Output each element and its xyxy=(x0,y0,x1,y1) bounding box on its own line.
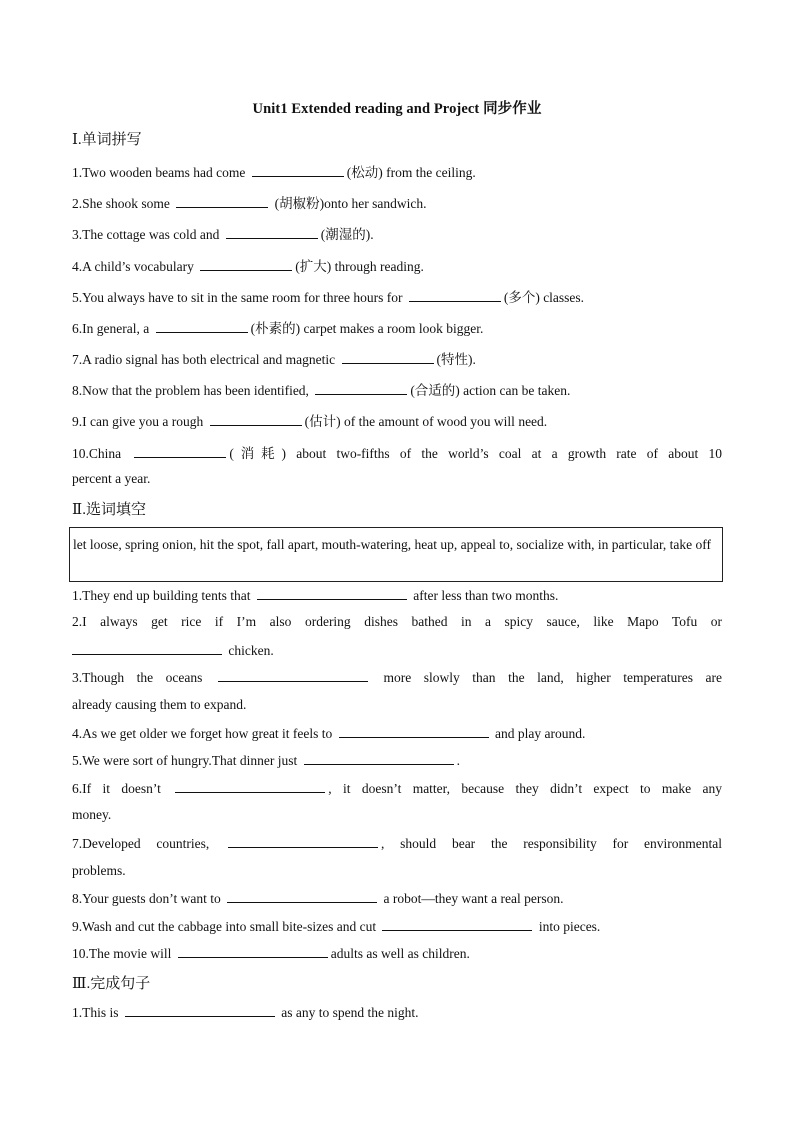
s2-item-6 xyxy=(72,780,722,797)
s2-item-text: , it doesn’t matter, because they didn’t expect to make any xyxy=(328,781,722,796)
s1-item-10-cont: percent a year. xyxy=(72,471,151,486)
s1-item-5 xyxy=(72,286,722,306)
s2-item-text: 5.We were sort of hungry.That dinner just xyxy=(72,753,301,768)
s2-item-text: 2.I always get rice if I’m also ordering dishes bathed in a spicy sauce, like Mapo Tofu or xyxy=(72,614,722,629)
s1-item-2 xyxy=(72,192,722,212)
s1-item-4 xyxy=(72,255,722,275)
s2-item-6-cont: money. xyxy=(72,807,112,822)
s2-item-10 xyxy=(72,945,722,962)
answer-blank[interactable] xyxy=(226,226,318,239)
answer-blank[interactable] xyxy=(228,835,378,848)
s2-item-text: 9.Wash and cut the cabbage into small bite-sizes and cut xyxy=(72,919,380,934)
answer-blank[interactable] xyxy=(176,195,268,208)
s2-item-9 xyxy=(72,918,722,935)
answer-blank[interactable] xyxy=(339,725,489,738)
word-box-text: let loose, spring onion, hit the spot, fall apart, mouth-watering, heat up, appeal to, socialize with, in particular, take off xyxy=(73,537,712,552)
answer-blank[interactable] xyxy=(227,890,377,903)
s1-item-text: (多个) classes. xyxy=(503,290,585,305)
s1-item-text: 2.She shook some xyxy=(72,196,174,211)
s2-item-text: into pieces. xyxy=(535,919,601,934)
s2-item-text: and play around. xyxy=(491,726,586,741)
s1-item-text: (扩大) through reading. xyxy=(295,259,424,274)
s1-item-text: 6.In general, a xyxy=(72,321,153,336)
s1-item-text: 10.China xyxy=(72,446,132,461)
answer-blank[interactable] xyxy=(382,918,532,931)
answer-blank[interactable] xyxy=(72,642,222,655)
s2-item-text: adults as well as children. xyxy=(330,946,470,961)
s2-item-text: 4.As we get older we forget how great it feels to xyxy=(72,726,336,741)
s2-item-text: 10.The movie will xyxy=(72,946,175,961)
s2-item-text: , should bear the responsibility for environmental xyxy=(381,836,722,851)
answer-blank[interactable] xyxy=(178,945,328,958)
s1-item-text: (估计) of the amount of wood you will need. xyxy=(304,414,548,429)
s2-item-text: 8.Your guests don’t want to xyxy=(72,891,225,906)
s3-item-1 xyxy=(72,1004,722,1021)
s1-item-text: 7.A radio signal has both electrical and magnetic xyxy=(72,352,339,367)
s2-item-3 xyxy=(72,669,722,686)
answer-blank[interactable] xyxy=(257,587,407,600)
s1-item-text: (消耗) about two-fifths of the world’s coal at a growth rate of about 10 xyxy=(229,446,723,461)
s1-item-text: 5.You always have to sit in the same room for three hours for xyxy=(72,290,406,305)
answer-blank[interactable] xyxy=(304,752,454,765)
s2-item-text: 1.They end up building tents that xyxy=(72,588,254,603)
s2-item-text: . xyxy=(456,753,460,768)
s1-item-text: (合适的) action can be taken. xyxy=(410,383,571,398)
s2-item-3-cont: already causing them to expand. xyxy=(72,697,247,712)
s1-item-text: (特性). xyxy=(436,352,476,367)
s2-item-text: chicken. xyxy=(225,643,274,658)
s1-item-text: (松动) from the ceiling. xyxy=(346,165,476,180)
s2-item-text: after less than two months. xyxy=(409,588,559,603)
section2-heading: Ⅱ.选词填空 xyxy=(72,502,146,518)
s3-item-text: as any to spend the night. xyxy=(277,1005,419,1020)
answer-blank[interactable] xyxy=(134,445,226,458)
answer-blank[interactable] xyxy=(409,289,501,302)
s1-item-text: 1.Two wooden beams had come xyxy=(72,165,249,180)
s1-item-text: 8.Now that the problem has been identified, xyxy=(72,383,313,398)
s1-item-text: 9.I can give you a rough xyxy=(72,414,207,429)
answer-blank[interactable] xyxy=(200,258,292,271)
answer-blank[interactable] xyxy=(315,382,407,395)
s1-item-text: 3.The cottage was cold and xyxy=(72,227,223,242)
s3-item-text: 1.This is xyxy=(72,1005,122,1020)
s1-item-8 xyxy=(72,379,722,399)
answer-blank[interactable] xyxy=(218,669,368,682)
s1-item-10 xyxy=(72,442,722,462)
s2-item-7-cont: problems. xyxy=(72,863,126,878)
answer-blank[interactable] xyxy=(210,413,302,426)
s2-item-text: 7.Developed countries, xyxy=(72,836,226,851)
s1-item-9 xyxy=(72,410,722,430)
s2-item-text: 3.Though the oceans xyxy=(72,670,215,685)
answer-blank[interactable] xyxy=(175,780,325,793)
s1-item-text: 4.A child’s vocabulary xyxy=(72,259,198,274)
s2-item-2-cont xyxy=(72,642,722,659)
s2-item-8 xyxy=(72,890,722,907)
s2-item-7 xyxy=(72,835,722,852)
answer-blank[interactable] xyxy=(125,1004,275,1017)
s1-item-1 xyxy=(72,161,722,181)
s2-item-text: more slowly than the land, higher temperatures are xyxy=(370,670,723,685)
s2-item-text: a robot—they want a real person. xyxy=(380,891,564,906)
s1-item-text: (潮湿的). xyxy=(320,227,374,242)
answer-blank[interactable] xyxy=(156,320,248,333)
section3-heading: Ⅲ.完成句子 xyxy=(72,976,151,992)
s2-item-4 xyxy=(72,725,722,742)
s2-item-1 xyxy=(72,587,722,604)
s1-item-text: (朴素的) carpet makes a room look bigger. xyxy=(250,321,484,336)
answer-blank[interactable] xyxy=(252,164,344,177)
page-title: Unit1 Extended reading and Project 同步作业 xyxy=(252,101,542,117)
s2-item-text: 6.If it doesn’t xyxy=(72,781,173,796)
answer-blank[interactable] xyxy=(342,351,434,364)
s1-item-text: (胡椒粉)onto her sandwich. xyxy=(271,196,427,211)
s1-item-7 xyxy=(72,348,722,368)
s2-item-2 xyxy=(72,614,722,630)
s2-item-5 xyxy=(72,752,722,769)
section1-heading: Ⅰ.单词拼写 xyxy=(72,132,142,148)
s1-item-3 xyxy=(72,223,722,243)
word-box xyxy=(69,527,723,582)
s1-item-6 xyxy=(72,317,722,337)
